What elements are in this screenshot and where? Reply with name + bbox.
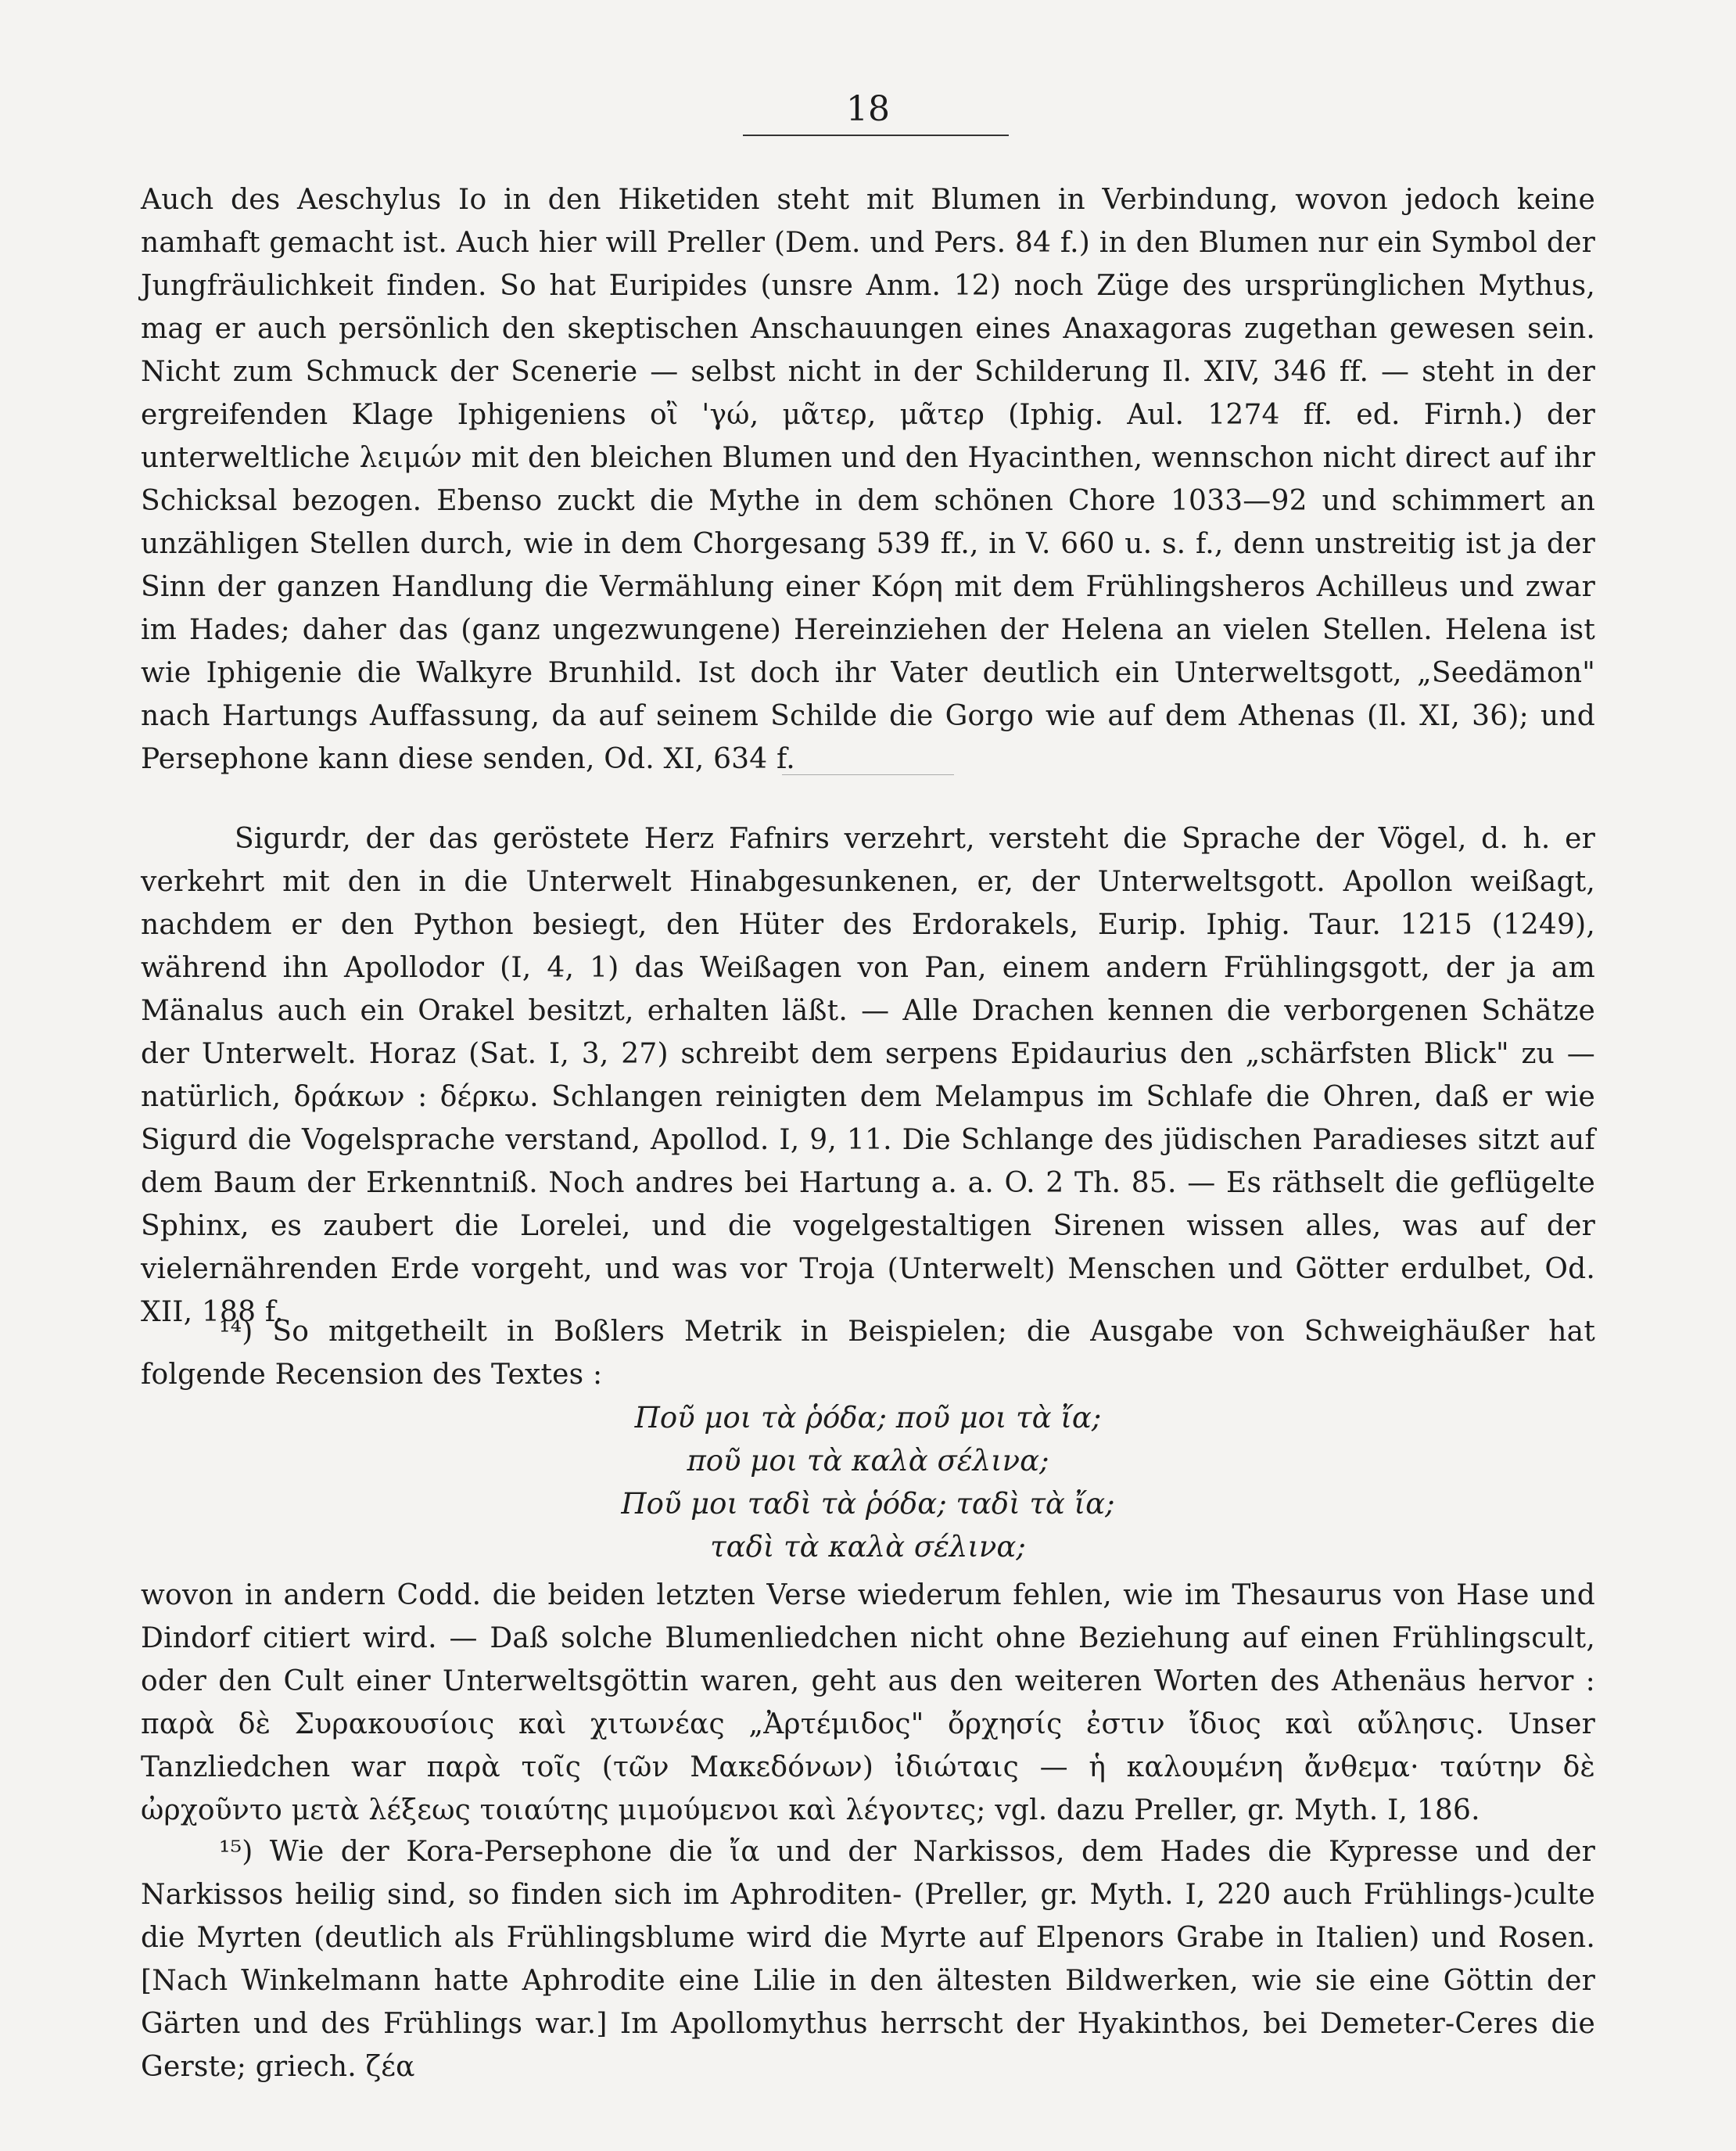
greek-verse-line-3: Ποῦ μοι ταδὶ τὰ ῥόδα; ταδὶ τὰ ἴα;: [621, 1487, 1115, 1521]
footnote-14-continuation: wovon in andern Codd. die beiden letzten Verse wiederum fehlen, wie im Thesaurus von Hase und Dindorf citiert wird. — Daß solche Blumenliedchen nicht ohne Beziehung auf einen Frühlingscult, oder den Cult einer Unterweltsgöttin waren, geht aus den weiteren Worten des Athenäus hervor : παρὰ δὲ Συρακουσίοις καὶ χιτωνέας „Ἀρτέμιδος" ὄρχησίς ἐστιν ἴδιος καὶ αὔλησις. Unser Tanzliedchen war παρὰ τοῖς (τῶν Μακεδόνων) ἰδιώταις — ἡ καλουμένη ἄνθεμα· ταύτην δὲ ὠρχοῦντο μετὰ λέξεως τοιαύτης μιμούμενοι καὶ λέγοντες; vgl. dazu Preller, gr. Myth. I, 186.: [141, 1579, 1595, 1826]
footnote-15: ¹⁵) Wie der Kora-Persephone die ἴα und der Narkissos, dem Hades die Kypresse und der Narkissos heilig sind, so finden sich im Aphroditen- (Preller, gr. Myth. I, 220 auch Frühlings-)culte die Myrten (deutlich als Frühlingsblume wird die Myrte auf Elpenors Grabe in Italien) und Rosen. [Nach Winkelmann hatte Aphrodite eine Lilie in den ältesten Bildwerken, wie sie eine Göttin der Gärten und des Frühlings war.] Im Apollomythus herrscht der Hyakinthos, bei Demeter-Ceres die Gerste; griech. ζέα: [141, 1836, 1595, 2083]
page-number-rule: [743, 135, 1009, 136]
footnote-14-intro: ¹⁴) So mitgetheilt in Boßlers Metrik in Beispielen; die Ausgabe von Schweighäußer hat folgende Recension des Textes :: [141, 1316, 1595, 1391]
page-number: 18: [846, 89, 890, 129]
greek-verse-line-2: ποῦ μοι τὰ καλὰ σέλινα;: [687, 1444, 1049, 1478]
section-separator: [782, 774, 954, 775]
greek-verse-line-4: ταδὶ τὰ καλὰ σέλινα;: [710, 1530, 1026, 1564]
greek-verse-line-1: Ποῦ μοι τὰ ῥόδα; ποῦ μοι τὰ ἴα;: [634, 1401, 1102, 1435]
second-paragraph: Sigurdr, der das geröstete Herz Fafnirs verzehrt, versteht die Sprache der Vögel, d. h. er verkehrt mit den in die Unterwelt Hinabgesunkenen, er, der Unterweltsgott. Apollon weißagt, nachdem er den Python besiegt, den Hüter des Erdorakels, Eurip. Iphig. Taur. 1215 (1249), während ihn Apollodor (I, 4, 1) das Weißagen von Pan, einem andern Frühlingsgott, der ja am Mänalus auch ein Orakel besitzt, erhalten läßt. — Alle Drachen kennen die verborgenen Schätze der Unterwelt. Horaz (Sat. I, 3, 27) schreibt dem serpens Epidaurius den „schärfsten Blick" zu — natürlich, δράκων : δέρκω. Schlangen reinigten dem Melampus im Schlafe die Ohren, daß er wie Sigurd die Vogelsprache verstand, Apollod. I, 9, 11. Die Schlange des jüdischen Paradieses sitzt auf dem Baum der Erkenntniß. Noch andres bei Hartung a. a. O. 2 Th. 85. — Es räthselt die geflügelte Sphinx, es zaubert die Lorelei, und die vogelgestaltigen Sirenen wissen alles, was auf der vielernährenden Erde vorgeht, und was vor Troja (Unterwelt) Menschen und Götter erdulbet, Od. XII, 188 f.: [141, 823, 1595, 1328]
main-paragraph: Auch des Aeschylus Io in den Hiketiden steht mit Blumen in Verbindung, wovon jedoch keine namhaft gemacht ist. Auch hier will Preller (Dem. und Pers. 84 f.) in den Blumen nur ein Symbol der Jungfräulichkeit finden. So hat Euripides (unsre Anm. 12) noch Züge des ursprünglichen Mythus, mag er auch persönlich den skeptischen Anschauungen eines Anaxagoras zugethan gewesen sein. Nicht zum Schmuck der Scenerie — selbst nicht in der Schilderung Il. XIV, 346 ff. — steht in der ergreifenden Klage Iphigeniens οἲ 'γώ, μᾶτερ, μᾶτερ (Iphig. Aul. 1274 ff. ed. Firnh.) der unterweltliche λειμών mit den bleichen Blumen und den Hyacinthen, wennschon nicht direct auf ihr Schicksal bezogen. Ebenso zuckt die Mythe in dem schönen Chore 1033—92 und schimmert an unzähligen Stellen durch, wie in dem Chorgesang 539 ff., in V. 660 u. s. f., denn unstreitig ist ja der Sinn der ganzen Handlung die Vermählung einer Κόρη mit dem Frühlingsheros Achilleus und zwar im Hades; daher das (ganz ungezwungene) Hereinziehen der Helena an vielen Stellen. Helena ist wie Iphigenie die Walkyre Brunhild. Ist doch ihr Vater deutlich ein Unterweltsgott, „Seedämon" nach Hartungs Auffassung, da auf seinem Schilde die Gorgo wie auf dem Athenas (Il. XI, 36); und Persephone kann diese senden, Od. XI, 634 f.: [141, 184, 1595, 775]
